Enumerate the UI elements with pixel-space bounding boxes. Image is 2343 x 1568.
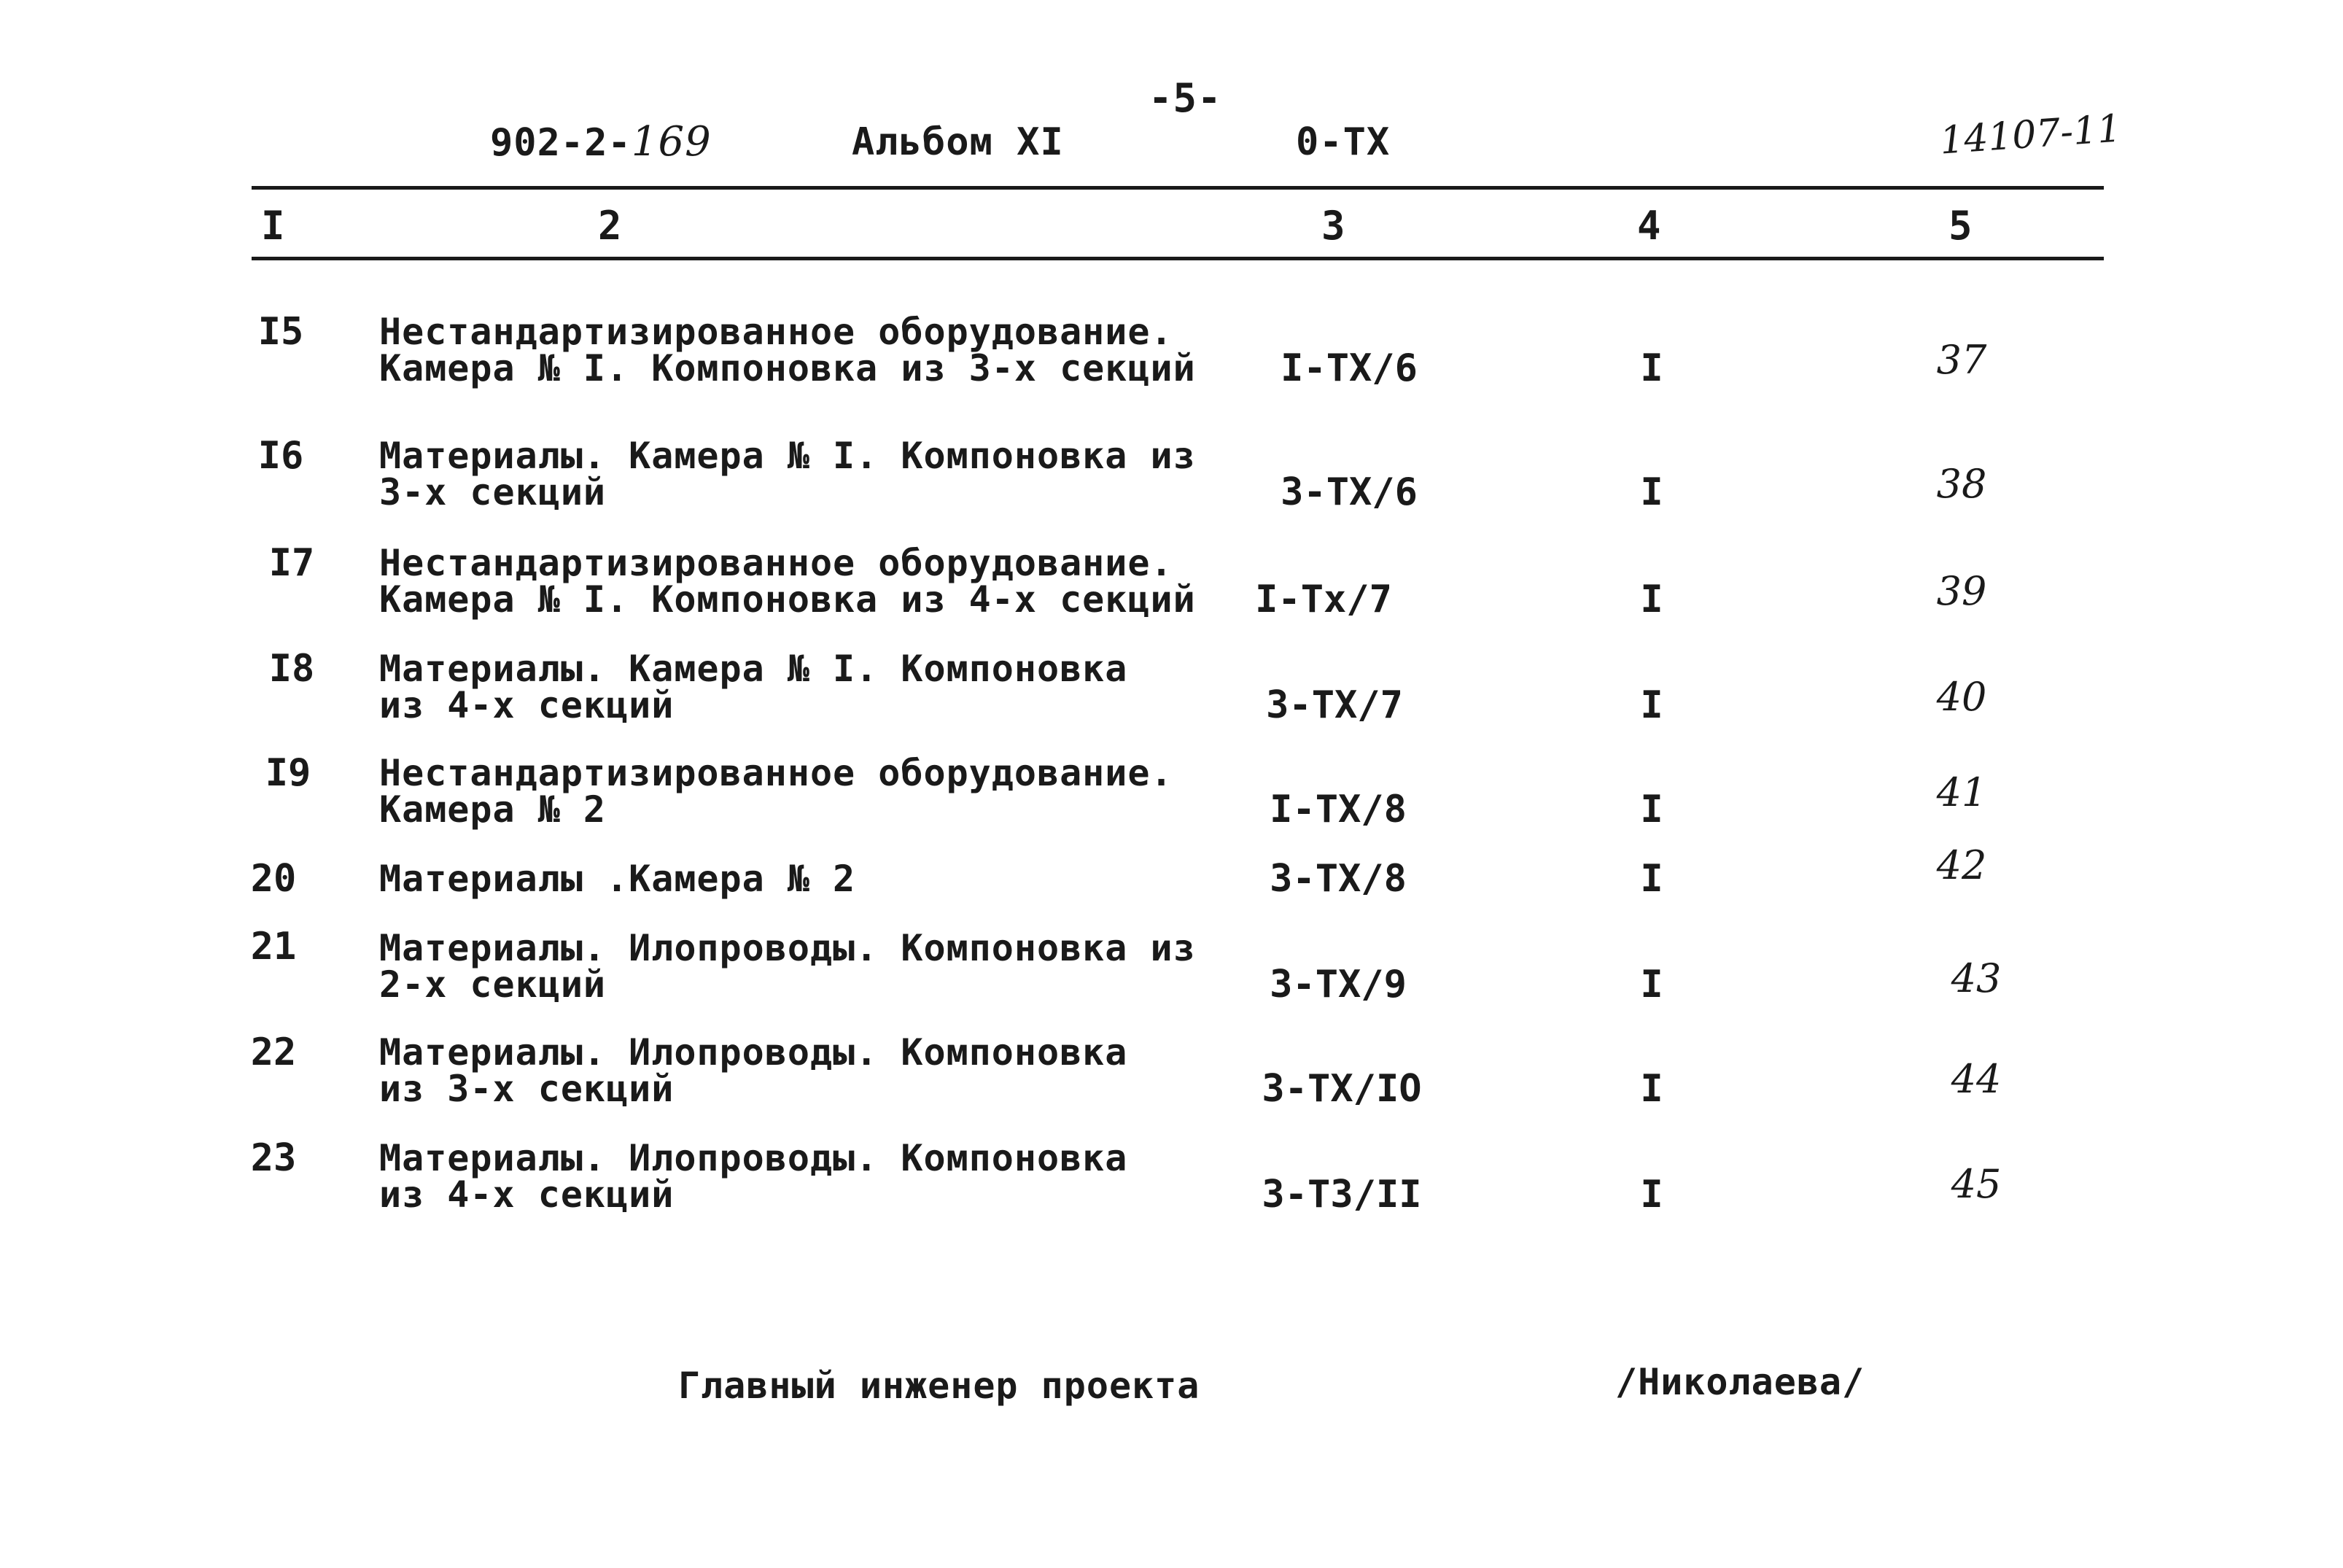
row-description-line: Материалы. Илопроводы. Компоновка: [379, 1137, 1128, 1179]
row-document-code: I-TX/6: [1281, 346, 1418, 390]
row-description-line: Материалы. Камера № I. Компоновка из: [379, 435, 1196, 477]
row-quantity: I: [1640, 346, 1663, 390]
row-document-code: 3-TX/9: [1270, 963, 1407, 1006]
row-number: I8: [268, 647, 315, 691]
row-description: [379, 927, 1196, 1006]
row-document-code: I-Tx/7: [1255, 578, 1392, 621]
row-description-line: из 4-х секций: [379, 1173, 675, 1216]
row-description: [379, 1137, 1128, 1216]
table-header-rule: [252, 257, 2104, 260]
row-document-code: 3-TX/8: [1270, 857, 1407, 901]
stamp-number: 14107-11: [1938, 106, 2123, 163]
row-description-line: Нестандартизированное оборудование.: [379, 542, 1173, 584]
column-header-3: 3: [1321, 203, 1346, 249]
row-document-code: 3-T3/II: [1262, 1173, 1422, 1216]
row-description-line: 2-х секций: [379, 963, 607, 1006]
row-quantity: I: [1640, 1173, 1663, 1216]
row-quantity: I: [1640, 1067, 1663, 1111]
row-description: [379, 435, 1196, 513]
page-number: -5-: [1149, 75, 1222, 121]
row-number: 22: [250, 1031, 297, 1074]
album-label: Альбом XI: [852, 120, 1064, 164]
row-description-line: Камера № 2: [379, 788, 607, 831]
row-description-line: из 4-х секций: [379, 684, 675, 726]
column-header-5: 5: [1948, 203, 1973, 249]
row-document-code: 3-TX/7: [1266, 683, 1403, 727]
row-description: [379, 311, 1196, 389]
row-number: 21: [250, 925, 297, 969]
row-description-line: 3-х секций: [379, 471, 607, 513]
row-description-line: Нестандартизированное оборудование.: [379, 311, 1173, 353]
row-document-code: 3-TX/6: [1281, 470, 1418, 514]
row-quantity: I: [1640, 470, 1663, 514]
row-page: 45: [1951, 1161, 2002, 1207]
chief-engineer-label: Главный инженер проекта: [678, 1365, 1200, 1407]
row-description-line: Нестандартизированное оборудование.: [379, 752, 1173, 794]
section-code: 0-TX: [1296, 120, 1391, 164]
row-page: 43: [1951, 955, 2002, 1001]
row-quantity: I: [1640, 683, 1663, 727]
row-description: [379, 752, 1173, 831]
row-quantity: I: [1640, 788, 1663, 831]
row-description-line: Камера № I. Компоновка из 4-х секций: [379, 578, 1196, 621]
row-number: I5: [257, 310, 304, 354]
row-page: 39: [1936, 568, 1987, 614]
designation-prefix: 902-2-: [490, 121, 632, 165]
column-header-2: 2: [598, 203, 623, 249]
table-top-rule: [252, 186, 2104, 190]
row-number: 20: [250, 857, 297, 901]
row-number: 23: [250, 1136, 297, 1180]
row-description-line: Камера № I. Компоновка из 3-х секций: [379, 347, 1196, 389]
row-description-line: из 3-х секций: [379, 1068, 675, 1110]
row-number: I9: [265, 751, 311, 795]
row-description-line: Материалы .Камера № 2: [379, 858, 856, 900]
chief-engineer-name: /Николаева/: [1615, 1361, 1865, 1403]
row-document-code: 3-TX/IO: [1262, 1067, 1422, 1111]
row-description: [379, 648, 1128, 726]
row-description: [379, 1031, 1128, 1110]
row-description-line: Материалы. Камера № I. Компоновка: [379, 648, 1128, 690]
row-quantity: I: [1640, 963, 1663, 1006]
row-description: [379, 542, 1196, 621]
row-page: 42: [1936, 842, 1987, 888]
row-quantity: I: [1640, 857, 1663, 901]
row-document-code: I-TX/8: [1270, 788, 1407, 831]
designation-handwritten: 169: [631, 118, 712, 166]
row-page: 37: [1936, 337, 1987, 383]
row-description-line: Материалы. Илопроводы. Компоновка из: [379, 927, 1196, 969]
row-page: 44: [1951, 1056, 2002, 1102]
row-description: [379, 858, 856, 900]
row-quantity: I: [1640, 578, 1663, 621]
row-description-line: Материалы. Илопроводы. Компоновка: [379, 1031, 1128, 1074]
row-page: 41: [1936, 769, 1987, 815]
column-header-4: 4: [1637, 203, 1662, 249]
row-number: I6: [257, 434, 304, 478]
column-header-1: I: [261, 203, 286, 249]
row-page: 38: [1936, 461, 1987, 507]
document-designation: [490, 118, 712, 166]
row-number: I7: [268, 541, 315, 585]
row-page: 40: [1936, 674, 1987, 720]
